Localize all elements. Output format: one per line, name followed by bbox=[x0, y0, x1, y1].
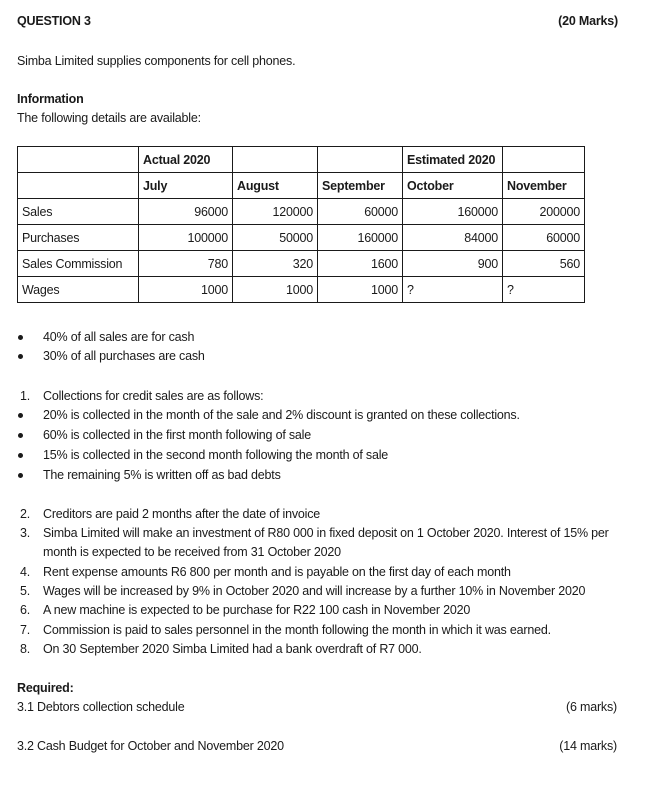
table-cell: 320 bbox=[233, 251, 318, 277]
row-label: Purchases bbox=[18, 225, 139, 251]
required-item: 3.1 Debtors collection schedule bbox=[17, 700, 185, 714]
information-subheading: The following details are available: bbox=[17, 111, 201, 125]
table-cell: 560 bbox=[503, 251, 585, 277]
figures-table bbox=[17, 146, 585, 303]
table-cell: 1000 bbox=[233, 277, 318, 303]
required-heading: Required: bbox=[17, 681, 74, 695]
required-item-marks: (6 marks) bbox=[566, 700, 617, 714]
table-cell: 900 bbox=[403, 251, 503, 277]
collections-text: Collections for credit sales are as follows: bbox=[43, 389, 264, 403]
required-item: 3.2 Cash Budget for October and November 2020 bbox=[17, 739, 284, 753]
table-cell: 1000 bbox=[318, 277, 403, 303]
list-item: On 30 September 2020 Simba Limited had a bank overdraft of R7 000. bbox=[43, 642, 422, 656]
item-number: 5. bbox=[20, 584, 31, 598]
table-cell: 160000 bbox=[318, 225, 403, 251]
row-label: Sales bbox=[18, 199, 139, 225]
month-header: September bbox=[318, 173, 403, 199]
item-number: 1. bbox=[20, 389, 31, 403]
table-cell: ? bbox=[403, 277, 503, 303]
list-item: Commission is paid to sales personnel in the month following the month in which it was earned. bbox=[43, 623, 551, 637]
list-item: A new machine is expected to be purchase for R22 100 cash in November 2020 bbox=[43, 603, 471, 617]
month-header: October bbox=[403, 173, 503, 199]
list-item: 15% is collected in the second month following the month of sale bbox=[43, 448, 389, 462]
table-cell: 120000 bbox=[233, 199, 318, 225]
table-cell: 84000 bbox=[403, 225, 503, 251]
group-header-estimated: Estimated 2020 bbox=[403, 147, 503, 173]
required-item-marks: (14 marks) bbox=[559, 739, 617, 753]
bullet-icon bbox=[18, 335, 23, 340]
row-label: Sales Commission bbox=[18, 251, 139, 277]
list-item-continuation: month is expected to be received from 31 October 2020 bbox=[43, 545, 341, 559]
table-cell: 50000 bbox=[233, 225, 318, 251]
item-number: 7. bbox=[20, 623, 31, 637]
table-row bbox=[18, 225, 585, 251]
row-label: Wages bbox=[18, 277, 139, 303]
list-item: Creditors are paid 2 months after the date of invoice bbox=[43, 507, 321, 521]
item-number: 3. bbox=[20, 526, 31, 540]
question-marks: (20 Marks) bbox=[558, 14, 618, 28]
list-item: The remaining 5% is written off as bad debts bbox=[43, 468, 281, 482]
list-item: Rent expense amounts R6 800 per month and is payable on the first day of each month bbox=[43, 565, 511, 579]
bullet-icon bbox=[18, 433, 23, 438]
group-header-actual: Actual 2020 bbox=[139, 147, 233, 173]
bullet-icon bbox=[18, 413, 23, 418]
table-cell: ? bbox=[503, 277, 585, 303]
item-number: 8. bbox=[20, 642, 31, 656]
list-item: 60% is collected in the first month following of sale bbox=[43, 428, 312, 442]
item-number: 2. bbox=[20, 507, 31, 521]
table-row bbox=[18, 199, 585, 225]
table-row bbox=[18, 251, 585, 277]
table-month-header-row bbox=[18, 173, 585, 199]
table-row bbox=[18, 277, 585, 303]
intro-text: Simba Limited supplies components for cell phones. bbox=[17, 54, 296, 68]
table-cell: 1000 bbox=[139, 277, 233, 303]
month-header: August bbox=[233, 173, 318, 199]
bullet-icon bbox=[18, 354, 23, 359]
item-number: 6. bbox=[20, 603, 31, 617]
bullet-icon bbox=[18, 473, 23, 478]
list-item: Simba Limited will make an investment of R80 000 in fixed deposit on 1 October 2020. Interest of 15% per bbox=[43, 526, 609, 540]
bullet-icon bbox=[18, 453, 23, 458]
table-cell: 96000 bbox=[139, 199, 233, 225]
item-number: 4. bbox=[20, 565, 31, 579]
list-item: 40% of all sales are for cash bbox=[43, 330, 195, 344]
table-cell: 160000 bbox=[403, 199, 503, 225]
list-item: Wages will be increased by 9% in October 2020 and will increase by a further 10% in November 2020 bbox=[43, 584, 586, 598]
table-cell: 60000 bbox=[318, 199, 403, 225]
list-item: 30% of all purchases are cash bbox=[43, 349, 205, 363]
table-cell: 60000 bbox=[503, 225, 585, 251]
table-cell: 780 bbox=[139, 251, 233, 277]
question-title: QUESTION 3 bbox=[17, 14, 91, 28]
month-header: July bbox=[139, 173, 233, 199]
month-header: November bbox=[503, 173, 585, 199]
information-heading: Information bbox=[17, 92, 84, 106]
table-cell: 1600 bbox=[318, 251, 403, 277]
table-group-header-row bbox=[18, 147, 585, 173]
table-cell: 100000 bbox=[139, 225, 233, 251]
list-item: 20% is collected in the month of the sale and 2% discount is granted on these collections. bbox=[43, 408, 520, 422]
table-cell: 200000 bbox=[503, 199, 585, 225]
